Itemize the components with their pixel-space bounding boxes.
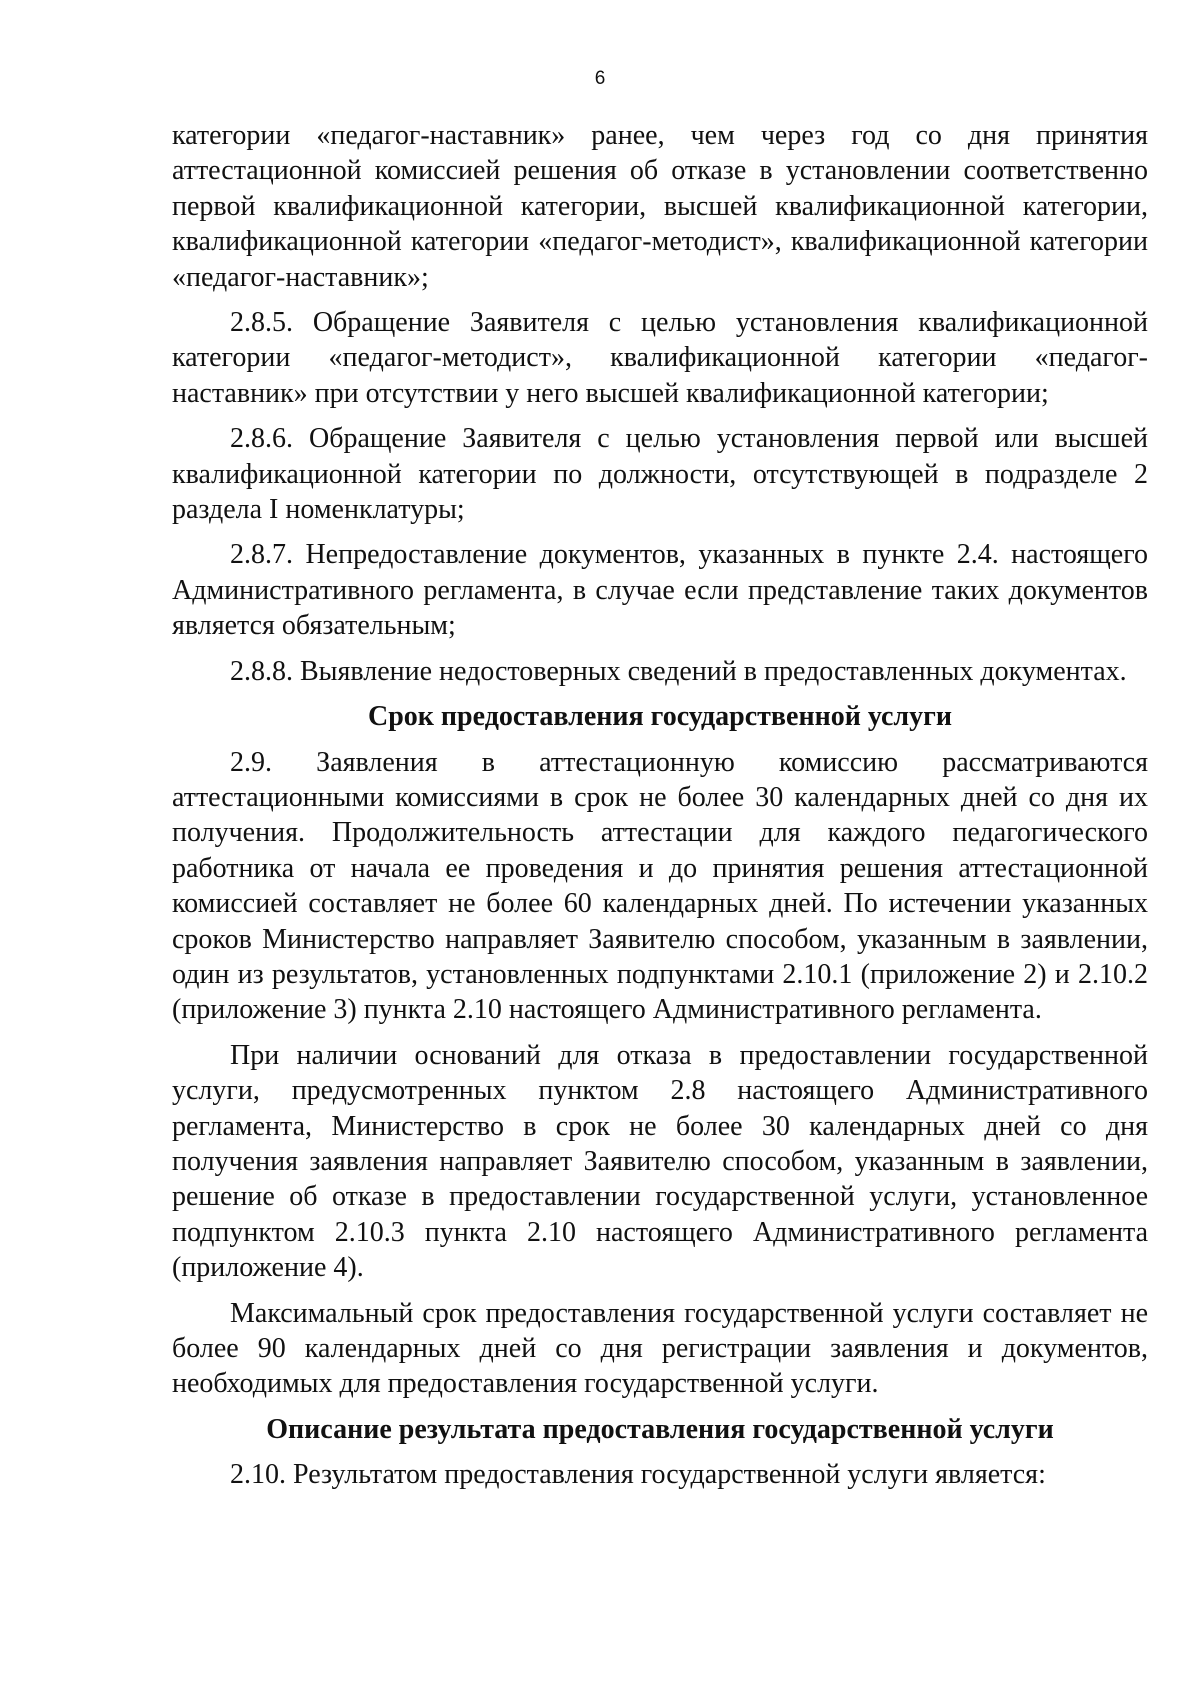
paragraph-refusal: При наличии оснований для отказа в предоставлении государственной услуги, предусмотренных пунктом 2.8 настоящего Административного регламента, Министерство в срок не более 30 календарных дней со дня получения заявления направляет Заявителю способом, указанным в заявлении, решение об отказе в предоставлении государственной услуги, установленное подпунктом 2.10.3 пункта 2.10 настоящего Административного регламента (приложение 4). [172,1039,1148,1284]
page-number: 6 [594,68,606,89]
paragraph-2-9: 2.9. Заявления в аттестационную комиссию рассматриваются аттестационными комиссиями в срок не более 30 календарных дней со дня их получения. Продолжительность аттестации для каждого педагогического работника от начала ее проведения и до принятия решения аттестационной комиссией составляет не более 60 календарных дней. По истечении указанных сроков Министерство направляет Заявителю способом, указанным в заявлении, один из результатов, установленных подпунктами 2.10.1 (приложение 2) и 2.10.2 (приложение 3) пункта 2.10 настоящего Административного регламента. [172,746,1148,1026]
paragraph-2-8-6: 2.8.6. Обращение Заявителя с целью установления первой или высшей квалификационной категории по должности, отсутствующей в подразделе 2 раздела I номенклатуры; [172,423,1148,526]
paragraph-2-8-7: 2.8.7. Непредоставление документов, указанных в пункте 2.4. настоящего Административного регламента, в случае если представление таких документов является обязательным; [172,539,1148,642]
document-body [172,118,1148,1503]
section-heading-term: Срок предоставления государственной услуги [368,701,952,733]
paragraph-2-10: 2.10. Результатом предоставления государственной услуги является: [230,1459,1046,1491]
section-heading-result: Описание результата предоставления государственной услуги [266,1413,1054,1445]
paragraph-continuation: категории «педагог-наставник» ранее, чем через год со дня принятия аттестационной комиссией решения об отказе в установлении соответственно первой квалификационной категории, высшей квалификационной категории, квалификационной категории «педагог-методист», квалификационной категории «педагог-наставник»; [172,120,1148,293]
paragraph-2-8-5: 2.8.5. Обращение Заявителя с целью установления квалификационной категории «педагог-методист», квалификационной категории «педагог-наставник» при отсутствии у него высшей квалификационной категории; [172,307,1148,409]
paragraph-max-term: Максимальный срок предоставления государственной услуги составляет не более 90 календарных дней со дня регистрации заявления и документов, необходимых для предоставления государственной услуги. [172,1297,1148,1400]
paragraph-2-8-8: 2.8.8. Выявление недостоверных сведений в предоставленных документах. [230,655,1127,687]
